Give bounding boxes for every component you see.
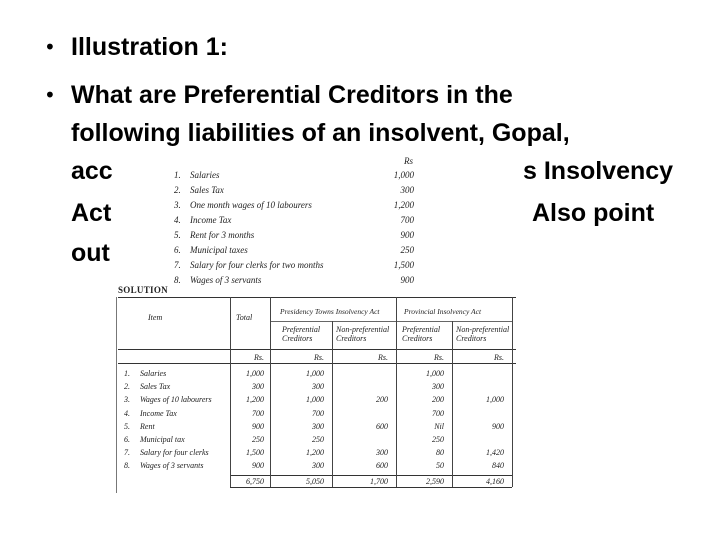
table-cell: 1,000 xyxy=(306,395,324,405)
table-cell: 300 xyxy=(376,448,388,458)
table-rule xyxy=(116,297,117,493)
table-cell: 8. xyxy=(124,461,130,471)
col-header-preferential: Preferential Creditors xyxy=(402,325,441,343)
bullet-2-line-3a: acc xyxy=(71,157,113,185)
table-cell: Nil xyxy=(434,421,444,431)
currency-label: Rs. xyxy=(254,353,264,362)
table-cell: 7. xyxy=(124,448,130,458)
total-pref-presidency: 5,050 xyxy=(306,477,324,486)
bullet-1-line-1: Illustration 1: xyxy=(71,33,228,61)
currency-label: Rs. xyxy=(314,353,324,362)
list-item: 8. Wages of 3 servants 900 xyxy=(174,275,414,285)
table-cell: 6. xyxy=(124,435,130,444)
table-cell: 200 xyxy=(376,395,388,405)
col-header-total: Total xyxy=(236,313,253,322)
bullet-2-line-4b: Also point xyxy=(532,199,655,227)
table-cell: 2. xyxy=(124,382,130,392)
list-item: 7. Salary for four clerks for two months 1,500 xyxy=(174,260,414,270)
table-cell: 1,000 xyxy=(306,369,324,378)
table-rule xyxy=(270,297,271,487)
table-rule xyxy=(396,297,397,487)
table-cell: 4. xyxy=(124,408,130,418)
table-cell: 300 xyxy=(252,382,264,392)
table-cell: 900 xyxy=(252,421,264,431)
col-group-presidency: Presidency Towns Insolvency Act xyxy=(280,307,380,316)
table-cell: 250 xyxy=(252,435,264,444)
liabilities-currency-header: Rs xyxy=(404,156,413,166)
solution-title: SOLUTION xyxy=(118,285,168,295)
col-header-preferential: Preferential Creditors xyxy=(282,325,321,343)
currency-label: Rs. xyxy=(494,353,504,362)
col-header-nonpreferential: Non-preferential Creditors xyxy=(456,325,510,343)
table-cell: Salaries xyxy=(140,369,167,378)
bullet-2-line-2: following liabilities of an insolvent, Gopal, xyxy=(71,119,570,147)
table-cell: 250 xyxy=(432,435,444,444)
list-item: 1. Salaries 1,000 xyxy=(174,170,414,180)
total-pref-provincial: 2,590 xyxy=(426,477,444,486)
table-cell: 300 xyxy=(432,382,444,392)
table-rule xyxy=(230,297,231,487)
table-cell: 700 xyxy=(312,408,324,418)
total-nonpref-presidency: 1,700 xyxy=(370,477,388,486)
table-rule xyxy=(118,349,516,350)
table-cell: 1,500 xyxy=(246,448,264,458)
table-cell: 600 xyxy=(376,461,388,471)
table-cell: 1,000 xyxy=(426,369,444,378)
table-cell: 250 xyxy=(312,435,324,444)
table-cell: Rent xyxy=(140,421,155,431)
table-cell: 3. xyxy=(124,395,130,405)
table-cell: Sales Tax xyxy=(140,382,171,392)
table-cell: 700 xyxy=(252,408,264,418)
table-cell: 1. xyxy=(124,369,130,378)
table-cell: 5. xyxy=(124,421,130,431)
table-cell: 900 xyxy=(252,461,264,471)
total-nonpref-provincial: 4,160 xyxy=(486,477,504,486)
bullet-2-line-1: What are Preferential Creditors in the xyxy=(71,81,513,109)
list-item: 6. Municipal taxes 250 xyxy=(174,245,414,255)
bullet-2-line-5: out xyxy=(71,239,110,267)
table-cell: 1,000 xyxy=(246,369,264,378)
table-cell: Salary for four clerks xyxy=(140,448,209,458)
table-cell: 1,200 xyxy=(246,395,264,405)
table-cell: 300 xyxy=(312,382,324,392)
table-rule xyxy=(118,297,516,298)
table-cell: 700 xyxy=(432,408,444,418)
bullet-2-line-3b: s Insolvency xyxy=(523,157,674,185)
table-cell: 200 xyxy=(432,395,444,405)
table-rule xyxy=(512,297,513,487)
table-cell: Wages of 10 labourers xyxy=(140,395,212,405)
table-cell: 80 xyxy=(436,448,444,458)
col-header-item: Item xyxy=(148,313,163,322)
list-item: 5. Rent for 3 months 900 xyxy=(174,230,414,240)
table-cell: 600 xyxy=(376,421,388,431)
table-cell: Municipal tax xyxy=(140,435,185,444)
table-cell: 1,420 xyxy=(486,448,504,458)
table-cell: Wages of 3 servants xyxy=(140,461,204,471)
table-rule xyxy=(230,475,512,476)
bullet-2-line-4a: Act xyxy=(71,199,112,227)
table-cell: Income Tax xyxy=(140,408,177,418)
table-cell: 300 xyxy=(312,461,324,471)
currency-label: Rs. xyxy=(378,353,388,362)
table-cell: 300 xyxy=(312,421,324,431)
table-rule xyxy=(332,321,333,487)
bullet-glyph: • xyxy=(44,83,56,107)
table-cell: 900 xyxy=(492,421,504,431)
bullet-glyph: • xyxy=(44,35,56,59)
table-rule xyxy=(452,321,453,487)
col-group-provincial: Provincial Insolvency Act xyxy=(404,307,482,316)
solution-table-scan xyxy=(112,285,520,500)
table-cell: 840 xyxy=(492,461,504,471)
table-rule xyxy=(118,363,516,364)
list-item: 3. One month wages of 10 labourers 1,200 xyxy=(174,200,414,210)
table-rule xyxy=(270,321,512,322)
table-cell: 50 xyxy=(436,461,444,471)
total-sum: 6,750 xyxy=(246,477,264,486)
table-cell: 1,200 xyxy=(306,448,324,458)
list-item: 2. Sales Tax 300 xyxy=(174,185,414,195)
liabilities-scan xyxy=(168,150,430,290)
list-item: 4. Income Tax 700 xyxy=(174,215,414,225)
currency-label: Rs. xyxy=(434,353,444,362)
table-cell: 1,000 xyxy=(486,395,504,405)
table-rule xyxy=(230,487,512,488)
col-header-nonpreferential: Non-preferential Creditors xyxy=(336,325,390,343)
